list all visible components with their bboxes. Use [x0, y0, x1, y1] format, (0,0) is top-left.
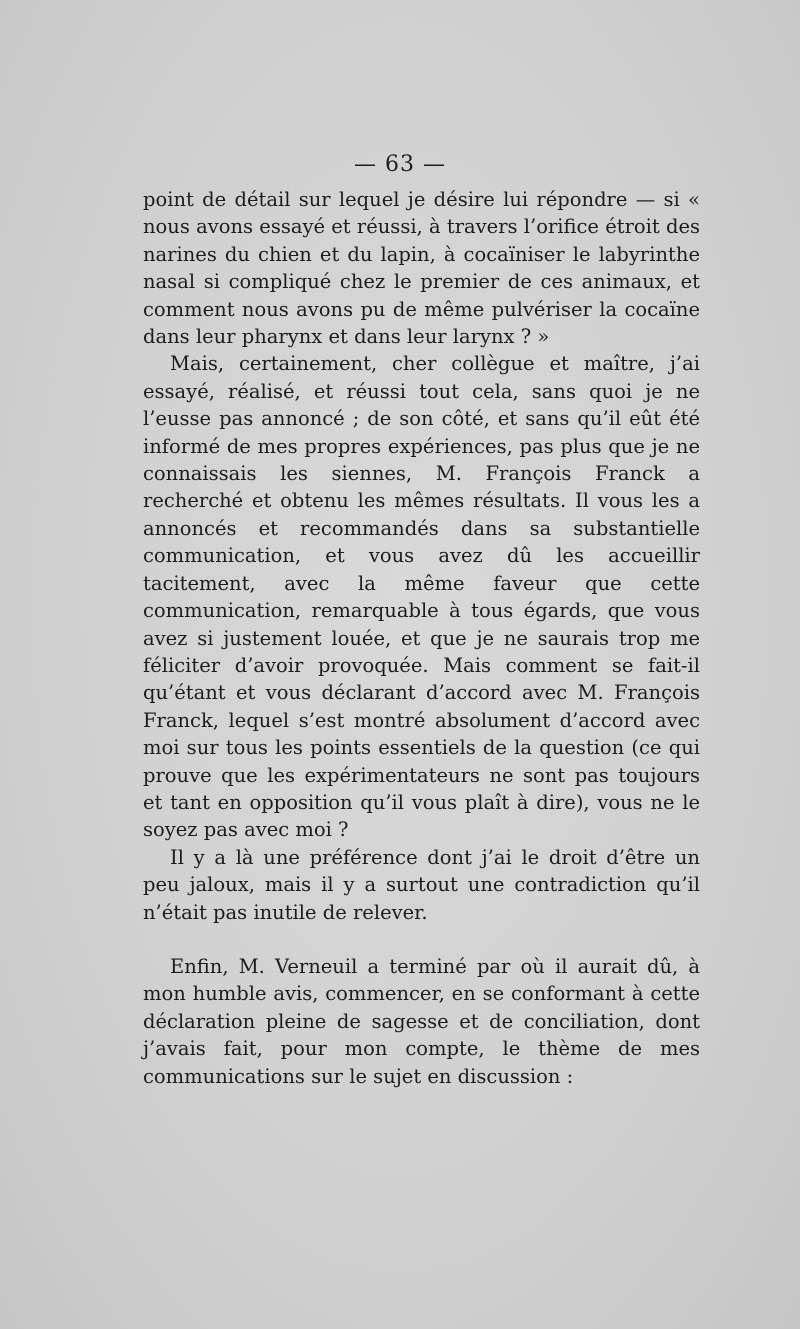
- paragraph-2: Mais, certainement, cher collègue et maître, j’ai essayé, réalisé, et réussi tout cela, sans quoi je ne l’eusse pas annoncé ; de son côté, et sans qu’il eût été informé de mes propres expériences, pas plus que je ne connaissais les siennes, M. François Franck a recherché et obtenu les mêmes résultats. Il vous les a annoncés et recommandés dans sa substantielle communication, et vous avez dû les accueillir tacitement, avec la même faveur que cette communication, remarquable à tous égards, que vous avez si justement louée, et que je ne saurais trop me féliciter d’avoir provoquée. Mais comment se fait-il qu’étant et vous déclarant d’accord avec M. François Franck, lequel s’est montré absolument d’accord avec moi sur tous les points essentiels de la question (ce qui prouve que les expérimentateurs ne sont pas toujours et tant en opposition qu’il vous plaît à dire), vous ne le soyez pas avec moi ?: [143, 352, 700, 842]
- body-text: [143, 186, 700, 1090]
- page-number: — 63 —: [354, 152, 446, 177]
- paragraph-1: point de détail sur lequel je désire lui répondre — si « nous avons essayé et réussi, à travers l’orifice étroit des narines du chien et du lapin, à cocaïniser le labyrinthe nasal si compliqué chez le premier de ces animaux, et comment nous avons pu de même pulvériser la cocaïne dans leur pharynx et dans leur larynx ? »: [143, 188, 700, 349]
- paragraph-3: Il y a là une préférence dont j’ai le droit d’être un peu jaloux, mais il y a surtout une contradiction qu’il n’était pas inutile de relever.: [143, 845, 700, 924]
- paragraph-4: Enfin, M. Verneuil a terminé par où il aurait dû, à mon humble avis, commencer, en se conformant à cette déclaration pleine de sagesse et de conciliation, dont j’avais fait, pour mon compte, le thème de mes communications sur le sujet en discussion :: [143, 954, 700, 1088]
